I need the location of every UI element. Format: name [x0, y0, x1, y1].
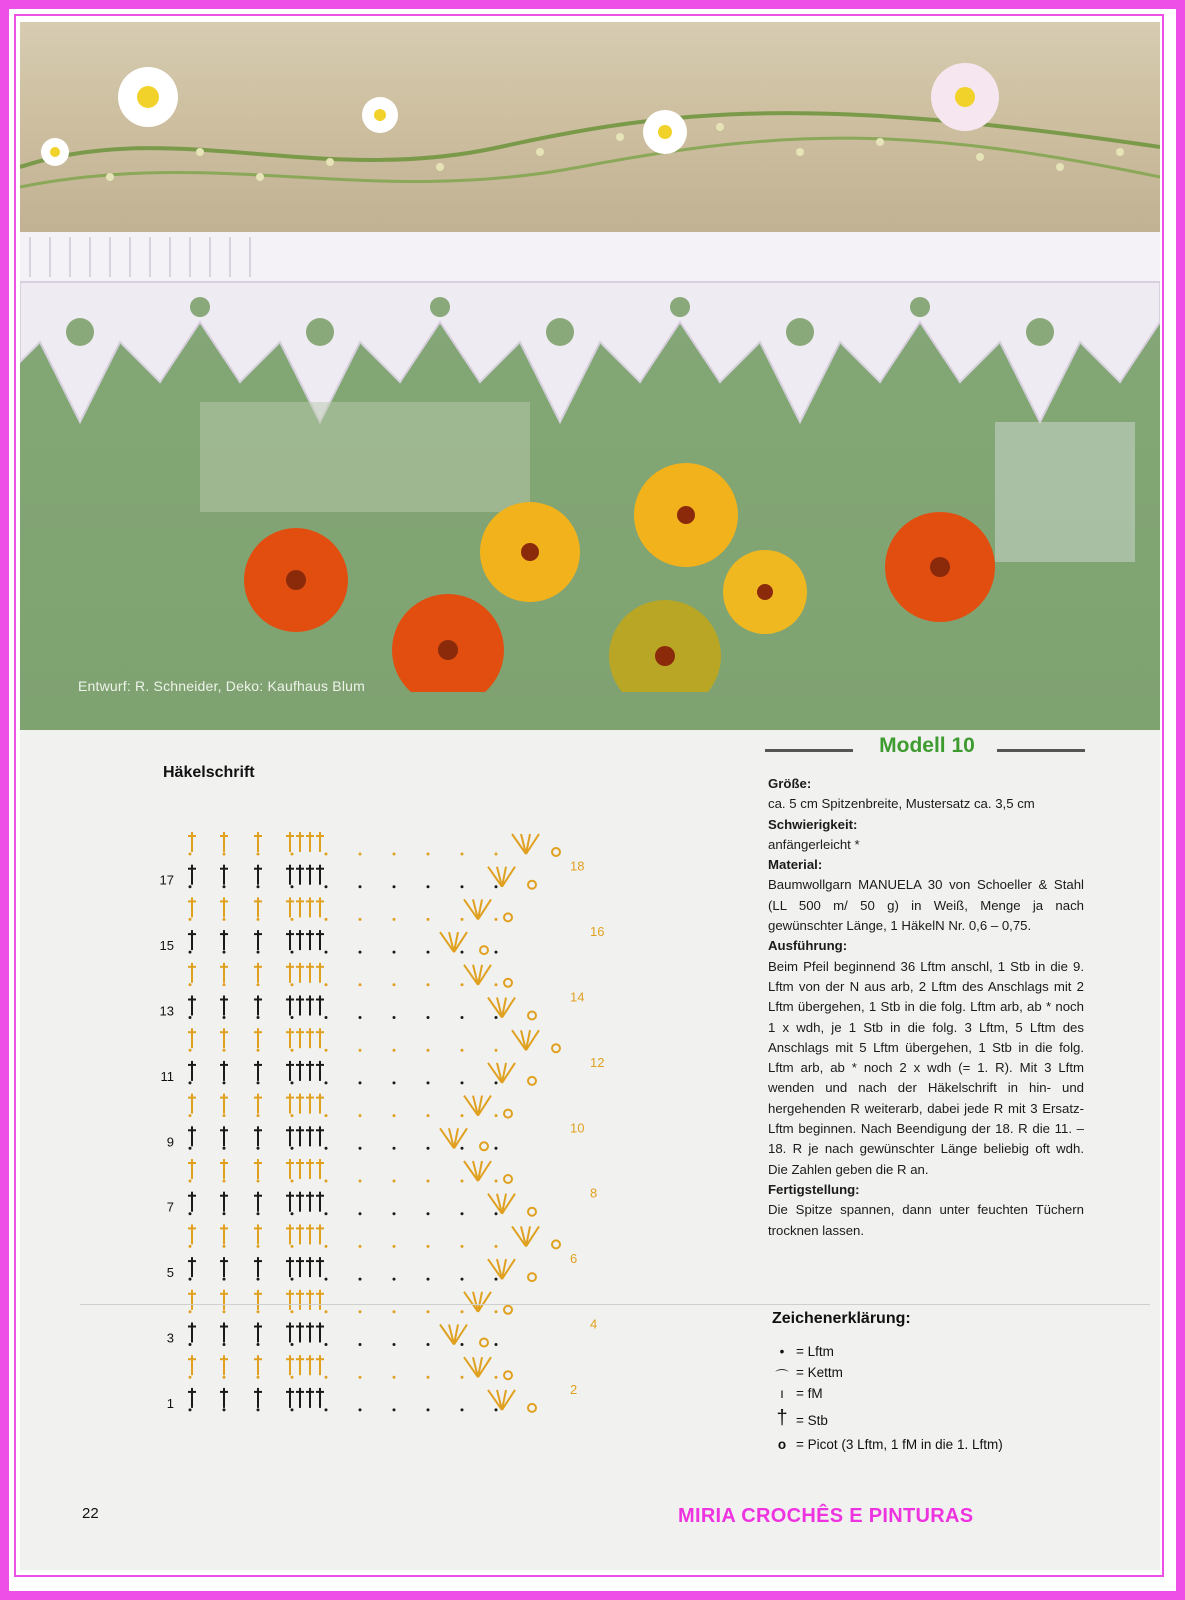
chain-dot	[325, 1212, 328, 1215]
chain-dot	[427, 1114, 430, 1117]
divider-rule	[80, 1304, 1150, 1305]
chain-dot	[359, 885, 362, 888]
chain-dot	[427, 1245, 430, 1248]
chain-dot	[223, 1049, 226, 1052]
chain-dot	[359, 1081, 362, 1084]
chain-dot	[223, 1114, 226, 1117]
chain-dot	[393, 1180, 396, 1183]
chain-dot	[461, 1114, 464, 1117]
chain-dot	[223, 1310, 226, 1313]
chain-dot	[189, 885, 192, 888]
modell-header	[765, 734, 1085, 764]
chain-dot	[257, 951, 260, 954]
picot-mark	[504, 979, 512, 987]
chain-dot	[495, 853, 498, 856]
chain-dot	[257, 1278, 260, 1281]
single-crochet-symbol-icon: ı	[780, 1386, 784, 1401]
chain-dot	[325, 1408, 328, 1411]
chain-dot	[257, 1147, 260, 1150]
chain-dot	[461, 951, 464, 954]
chain-dot	[223, 918, 226, 921]
chain-dot	[393, 853, 396, 856]
chain-dot	[257, 1310, 260, 1313]
chain-dot	[359, 853, 362, 856]
chain-dot	[291, 1049, 294, 1052]
chain-dot	[427, 1278, 430, 1281]
chain-dot	[223, 1180, 226, 1183]
chain-dot	[461, 853, 464, 856]
difficulty-text: anfängerleicht *	[768, 836, 860, 852]
crochet-chart	[150, 802, 670, 1442]
chain-dot	[495, 1376, 498, 1379]
chain-dot	[325, 1245, 328, 1248]
chain-dot	[427, 1343, 430, 1346]
chain-dot	[461, 1049, 464, 1052]
legend-item	[772, 1407, 1102, 1437]
size-text: ca. 5 cm Spitzenbreite, Mustersatz ca. 3,5 cm	[768, 796, 1035, 812]
chain-dot	[359, 1408, 362, 1411]
chain-dot	[325, 1278, 328, 1281]
chain-dot	[495, 983, 498, 986]
chain-dot	[427, 885, 430, 888]
chain-dot	[223, 1212, 226, 1215]
chain-dot	[257, 1376, 260, 1379]
chain-dot	[461, 1376, 464, 1379]
chain-dot	[189, 1147, 192, 1150]
picot-mark	[528, 1012, 536, 1020]
chain-dot	[189, 853, 192, 856]
chain-dot	[427, 1408, 430, 1411]
legend-label: = Kettm	[796, 1365, 843, 1380]
chain-dot	[189, 983, 192, 986]
chain-dot	[427, 1376, 430, 1379]
magazine-page	[20, 22, 1160, 1570]
chain-dot	[325, 1376, 328, 1379]
chain-dot	[291, 1245, 294, 1248]
row-number: 13	[159, 1003, 174, 1019]
slip-stitch-symbol-icon: ⌒	[775, 1369, 789, 1384]
chain-dot	[291, 853, 294, 856]
chain-dot	[325, 951, 328, 954]
chain-dot	[223, 1016, 226, 1019]
size-label: Größe:	[768, 776, 812, 791]
header-rule-right	[997, 749, 1085, 752]
chain-dot	[189, 1180, 192, 1183]
chain-dot	[291, 1016, 294, 1019]
legend-label: = fM	[796, 1386, 823, 1401]
chain-dot	[461, 1408, 464, 1411]
chain-dot	[427, 1180, 430, 1183]
chain-dot	[393, 1408, 396, 1411]
chain-dot	[223, 1343, 226, 1346]
legend-item	[772, 1386, 1102, 1407]
chain-dot	[189, 1343, 192, 1346]
chain-dot	[427, 853, 430, 856]
row-number: 15	[159, 938, 174, 954]
chain-dot	[495, 1114, 498, 1117]
chain-dot	[257, 918, 260, 921]
chain-dot	[223, 1408, 226, 1411]
legend-label: = Lftm	[796, 1344, 834, 1359]
chain-dot	[461, 1212, 464, 1215]
chain-dot	[495, 1180, 498, 1183]
chain-dot	[257, 885, 260, 888]
chain-dot	[495, 1049, 498, 1052]
chain-dot	[359, 1147, 362, 1150]
product-photo	[20, 22, 1160, 730]
row-number: 16	[590, 924, 605, 940]
chain-dot	[223, 951, 226, 954]
chain-dot	[495, 1408, 498, 1411]
execution-label: Ausführung:	[768, 938, 848, 954]
chain-dot	[291, 1114, 294, 1117]
chain-dot	[291, 1212, 294, 1215]
chain-dot	[189, 1245, 192, 1248]
chain-dot	[257, 1081, 260, 1084]
picot-symbol-icon: o	[777, 1437, 787, 1452]
row-number: 7	[166, 1199, 174, 1215]
chain-dot	[291, 1278, 294, 1281]
chain-dot	[461, 1081, 464, 1084]
chain-dot	[393, 1343, 396, 1346]
chain-dot	[495, 918, 498, 921]
chain-dot	[359, 951, 362, 954]
chain-dot	[393, 1049, 396, 1052]
chain-dot	[291, 1408, 294, 1411]
chain-dot	[495, 1310, 498, 1313]
chain-dot	[189, 951, 192, 954]
row-number: 6	[570, 1251, 578, 1267]
picot-mark	[528, 1404, 536, 1412]
picot-mark	[480, 1142, 488, 1150]
chain-dot	[427, 918, 430, 921]
chain-dot	[325, 1147, 328, 1150]
chain-dot	[461, 1278, 464, 1281]
chain-dot	[359, 1310, 362, 1313]
chain-dot	[189, 1049, 192, 1052]
picot-mark	[504, 913, 512, 921]
chain-dot	[359, 1376, 362, 1379]
chain-dot	[257, 1212, 260, 1215]
legend-item	[772, 1344, 1102, 1365]
chain-dot	[223, 853, 226, 856]
row-number: 5	[166, 1265, 174, 1281]
chain-dot	[495, 1016, 498, 1019]
chain-dot	[393, 1212, 396, 1215]
diagram-title: Häkelschrift	[163, 764, 255, 781]
instructions	[768, 774, 1084, 1241]
chain-dot	[257, 1049, 260, 1052]
chain-dot	[393, 951, 396, 954]
chain-dot	[325, 918, 328, 921]
chain-dot	[223, 1245, 226, 1248]
chain-dot	[291, 1081, 294, 1084]
row-number: 10	[570, 1120, 585, 1136]
row-number: 8	[590, 1185, 598, 1201]
chain-dot	[495, 1081, 498, 1084]
legend-label: = Stb	[796, 1413, 828, 1428]
chain-dot	[427, 1147, 430, 1150]
chain-dot	[461, 1245, 464, 1248]
chain-dot	[461, 885, 464, 888]
chain-dot	[325, 885, 328, 888]
legend-item	[772, 1365, 1102, 1386]
modell-title: Modell 10	[879, 734, 975, 757]
chain-dot	[291, 1376, 294, 1379]
chain-dot	[393, 983, 396, 986]
chain-dot	[495, 1147, 498, 1150]
chain-dot	[325, 1343, 328, 1346]
picot-mark	[528, 1077, 536, 1085]
chain-dot	[495, 951, 498, 954]
chain-dot	[393, 1376, 396, 1379]
chain-dot	[291, 1343, 294, 1346]
picot-mark	[528, 1208, 536, 1216]
chain-dot	[359, 918, 362, 921]
picot-mark	[528, 1273, 536, 1281]
chain-dot	[359, 1278, 362, 1281]
page-number: 22	[82, 1505, 99, 1522]
chain-dot	[325, 983, 328, 986]
watermark: MIRIA CROCHÊS E PINTURAS	[678, 1505, 974, 1527]
chain-dot	[223, 983, 226, 986]
chain-dot	[325, 1114, 328, 1117]
picot-mark	[504, 1371, 512, 1379]
chain-dot	[325, 1049, 328, 1052]
chain-dot	[495, 1245, 498, 1248]
chain-dot	[427, 983, 430, 986]
chain-dot	[223, 885, 226, 888]
picot-mark	[552, 848, 560, 856]
row-number: 18	[570, 858, 585, 874]
row-number: 1	[166, 1395, 174, 1411]
legend	[772, 1344, 1102, 1458]
chain-dot	[495, 1212, 498, 1215]
chain-dot	[189, 1212, 192, 1215]
chain-dot	[393, 885, 396, 888]
picot-mark	[504, 1306, 512, 1314]
chain-dot	[189, 1310, 192, 1313]
chain-dot	[393, 1310, 396, 1313]
chain-dot	[223, 1278, 226, 1281]
chain-dot	[325, 1180, 328, 1183]
chain-dot	[189, 1081, 192, 1084]
chain-dot	[427, 951, 430, 954]
chain-dot	[189, 1114, 192, 1117]
picot-mark	[528, 881, 536, 889]
chain-dot	[189, 918, 192, 921]
row-number: 3	[166, 1330, 174, 1346]
legend-item	[772, 1437, 1102, 1458]
chain-dot	[325, 1016, 328, 1019]
row-number: 14	[570, 989, 585, 1005]
chain-dot	[461, 1016, 464, 1019]
chain-dot	[427, 1049, 430, 1052]
chain-dot	[325, 1081, 328, 1084]
chain-dot	[427, 1212, 430, 1215]
chain-dot	[393, 1081, 396, 1084]
chain-dot	[189, 1408, 192, 1411]
chain-dot	[461, 1343, 464, 1346]
chain-dot	[223, 1147, 226, 1150]
row-number: 11	[160, 1068, 174, 1084]
chain-dot	[257, 1245, 260, 1248]
chain-dot	[393, 918, 396, 921]
row-number: 12	[590, 1054, 605, 1070]
chain-dot	[359, 1245, 362, 1248]
chain-dot	[461, 983, 464, 986]
picot-mark	[504, 1175, 512, 1183]
chain-dot	[461, 1180, 464, 1183]
chain-dot	[291, 885, 294, 888]
material-text: Baumwollgarn MANUELA 30 von Schoeller & Stahl (LL 500 m/ 50 g) in Weiß, Menge ja nach gewünschter Länge, 1 HäkelN Nr. 0,6 – 0,75.	[768, 877, 1084, 934]
chain-dot	[257, 1114, 260, 1117]
chain-dot	[291, 918, 294, 921]
chain-dot	[461, 1147, 464, 1150]
chain-dot	[291, 1310, 294, 1313]
difficulty-label: Schwierigkeit:	[768, 816, 858, 832]
chain-dot	[393, 1114, 396, 1117]
chain-dot	[359, 1180, 362, 1183]
chain-dot	[189, 1376, 192, 1379]
row-number: 2	[570, 1381, 578, 1397]
chain-dot	[359, 1016, 362, 1019]
chain-dot	[291, 1180, 294, 1183]
picot-mark	[480, 946, 488, 954]
chain-dot	[495, 885, 498, 888]
chain-dot	[495, 1278, 498, 1281]
chain-dot	[189, 1016, 192, 1019]
chain-dot	[495, 1343, 498, 1346]
chain-dot	[461, 918, 464, 921]
chain-dot	[257, 1180, 260, 1183]
chain-dot	[359, 1343, 362, 1346]
chain-dot	[257, 1343, 260, 1346]
legend-label: = Picot (3 Lftm, 1 fM in die 1. Lftm)	[796, 1437, 1003, 1452]
chain-symbol-icon: •	[779, 1344, 785, 1359]
chain-dot	[393, 1245, 396, 1248]
chain-dot	[393, 1278, 396, 1281]
chain-dot	[427, 1016, 430, 1019]
finishing-text: Die Spitze spannen, dann unter feuchten Tüchern trocknen lassen.	[768, 1202, 1084, 1238]
chain-dot	[257, 853, 260, 856]
chain-dot	[291, 1147, 294, 1150]
chain-dot	[325, 1310, 328, 1313]
chain-dot	[257, 1408, 260, 1411]
chain-dot	[223, 1376, 226, 1379]
picot-mark	[552, 1240, 560, 1248]
picot-mark	[504, 1110, 512, 1118]
flower-buttons	[20, 402, 1160, 692]
chain-dot	[257, 983, 260, 986]
photo-credit: Entwurf: R. Schneider, Deko: Kaufhaus Blum	[78, 678, 365, 694]
legend-title: Zeichenerklärung:	[772, 1310, 911, 1327]
flower-garland	[20, 57, 1160, 227]
chain-dot	[257, 1016, 260, 1019]
chain-dot	[427, 1310, 430, 1313]
chain-dot	[427, 1081, 430, 1084]
picot-mark	[480, 1339, 488, 1347]
double-crochet-symbol-icon: †	[776, 1407, 788, 1429]
material-label: Material:	[768, 857, 823, 873]
chain-dot	[359, 1049, 362, 1052]
chain-dot	[325, 853, 328, 856]
chain-dot	[393, 1147, 396, 1150]
row-number: 4	[590, 1316, 598, 1332]
row-number: 9	[166, 1134, 174, 1150]
finishing-label: Fertigstellung:	[768, 1181, 860, 1197]
chain-dot	[291, 951, 294, 954]
chain-dot	[359, 983, 362, 986]
chain-dot	[189, 1278, 192, 1281]
chain-dot	[359, 1212, 362, 1215]
header-rule-left	[765, 749, 853, 752]
chain-dot	[393, 1016, 396, 1019]
row-number: 17	[159, 872, 174, 888]
chain-dot	[291, 983, 294, 986]
picot-mark	[552, 1044, 560, 1052]
execution-text: Beim Pfeil beginnend 36 Lftm anschl, 1 Stb in die 9. Lftm von der N aus arb, 2 Lftm des Anschlags mit 2 Lftm übergehen, 1 Stb in die folg. Lftm arb, ab * noch 1 x wdh, je 1 Stb in die folg. 3 Lftm, 5 Lftm des Anschlags mit 5 Lftm übergehen, 1 Stb in die folg. Lftm arb, ab * noch 2 x wdh (= 1. R). Mit 3 Lftm wenden und nach der Häkelschrift in hin- und hergehenden R weiterarb, dabei jede R mit 3 Ersatz-Lftm beginnen. Nach Beendigung der 18. R die 11. – 18. R je nach gewünschter Länge beliebig oft wdh. Die Zahlen geben die R an.	[768, 958, 1084, 1177]
chain-dot	[223, 1081, 226, 1084]
chain-dot	[461, 1310, 464, 1313]
chain-dot	[359, 1114, 362, 1117]
